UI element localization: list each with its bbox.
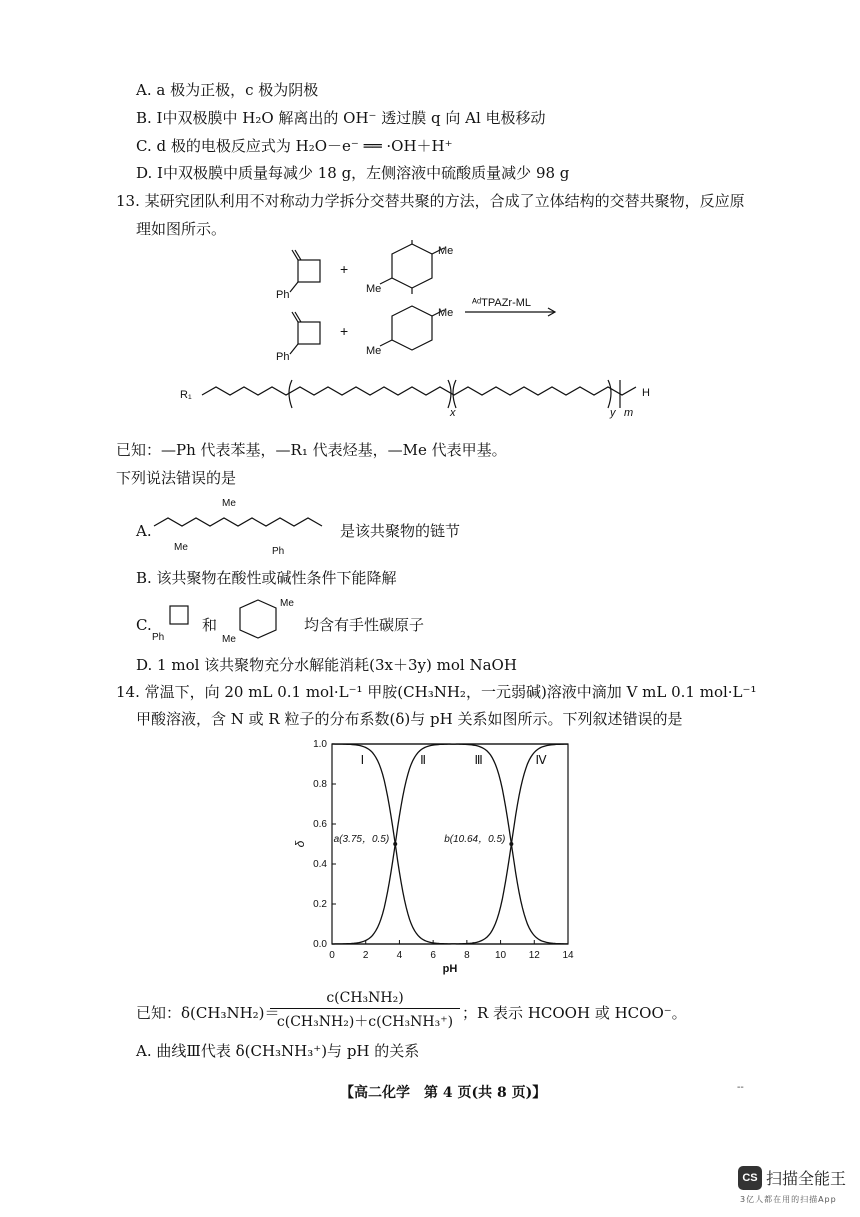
label-m: m: [624, 407, 634, 419]
opt-c-me-1: Me: [280, 598, 294, 609]
svg-text:+: +: [340, 323, 349, 339]
q13-opt-c-prefix: C.: [136, 616, 152, 634]
label-y: y: [610, 407, 616, 419]
series-label: Ⅰ: [360, 753, 365, 767]
x-tick-label: 8: [464, 950, 470, 961]
label-ph-2: Ph: [276, 351, 290, 363]
opt-a-ph: Ph: [272, 546, 285, 557]
svg-text:+: +: [340, 261, 349, 277]
x-tick-label: 2: [362, 950, 369, 961]
x-tick-label: 0: [329, 950, 335, 961]
y-tick-label: 0.2: [313, 899, 327, 910]
q14-opt-a: A. 曲线Ⅲ代表 δ(CH₃NH₃⁺)与 pH 的关系: [136, 1042, 420, 1060]
q12-option-d: D. Ⅰ中双极膜中质量每减少 18 g，左侧溶液中硫酸质量减少 98 g: [136, 164, 570, 182]
q13-opt-c-suffix: 均含有手性碳原子: [304, 616, 425, 634]
annotation-point: [393, 842, 397, 846]
y-tick-label: 0.6: [313, 819, 327, 830]
series-label: Ⅳ: [535, 753, 547, 767]
label-ph-1: Ph: [276, 289, 290, 301]
q12-option-c: C. d 极的电极反应式为 H₂O－e⁻ ══ ·OH＋H⁺: [136, 137, 453, 155]
label-me-3: Me: [438, 307, 454, 319]
y-tick-label: 0.0: [313, 939, 327, 950]
q13-opt-c-dioxanedione: [222, 594, 302, 646]
annotation-label: a(3.75，0.5): [333, 834, 390, 845]
label-x: x: [450, 407, 456, 419]
q13-known: 已知：—Ph 代表苯基，—R₁ 代表烃基，—Me 代表甲基。: [116, 441, 507, 459]
label-me-2: Me: [366, 283, 382, 295]
q14-known-suffix: ；R 表示 HCOOH 或 HCOO⁻。: [462, 1004, 687, 1022]
y-tick-label: 0.8: [313, 779, 327, 790]
label-me-4: Me: [366, 345, 382, 357]
label-r1: R₁: [180, 389, 192, 401]
x-tick-label: 12: [528, 950, 540, 961]
distribution-chart: [290, 732, 590, 984]
q13-opt-c-lactone: [152, 596, 202, 644]
q13-opt-d: D. 1 mol 该共聚物充分水解能消耗(3x＋3y) mol NaOH: [136, 656, 517, 674]
opt-a-me: Me: [222, 498, 236, 509]
x-tick-label: 6: [430, 950, 436, 961]
opt-a-me-2: Me: [174, 542, 188, 553]
x-tick-label: 14: [562, 950, 574, 961]
x-tick-label: 10: [495, 950, 507, 961]
q13-opt-b: B. 该共聚物在酸性或碱性条件下能降解: [136, 569, 397, 587]
q13-stem-line1: 13. 某研究团队利用不对称动力学拆分交替共聚的方法，合成了立体结构的交替共聚物，反应原: [116, 192, 745, 210]
q13-opt-c-and: 和: [202, 616, 218, 634]
q13-reaction-scheme: [180, 240, 680, 440]
q14-known-prefix: 已知：δ(CH₃NH₂)＝: [136, 1004, 280, 1022]
camscanner-logo: CS: [738, 1166, 762, 1190]
opt-c-ph: Ph: [152, 632, 165, 643]
annotation-point: [509, 842, 513, 846]
catalyst-label: ᴬᵈTPAZr-ML: [472, 297, 532, 309]
q13-ask: 下列说法错误的是: [116, 469, 237, 487]
fraction-denominator: c(CH₃NH₂)＋c(CH₃NH₃⁺): [276, 1014, 454, 1030]
fraction-numerator: c(CH₃NH₂): [270, 990, 460, 1009]
footer-mark: --: [737, 1082, 744, 1093]
x-axis-label: pH: [442, 963, 458, 975]
q13-stem-line2: 理如图所示。: [136, 220, 227, 238]
label-me-1: Me: [438, 245, 454, 257]
series-label: Ⅲ: [474, 753, 483, 767]
y-axis-label: δ: [293, 840, 307, 848]
q13-opt-a-structure: [150, 494, 340, 564]
watermark-name: 扫描全能王: [766, 1169, 847, 1188]
y-tick-label: 1.0: [313, 739, 327, 750]
q13-opt-a-suffix: 是该共聚物的链节: [340, 522, 461, 540]
q12-option-b: B. Ⅰ中双极膜中 H₂O 解离出的 OH⁻ 透过膜 q 向 Al 电极移动: [136, 109, 546, 127]
series-label: Ⅱ: [420, 753, 426, 767]
watermark-subtitle: 3亿人都在用的扫描App: [740, 1195, 837, 1204]
x-tick-label: 4: [396, 950, 403, 961]
delta-fraction: [270, 990, 460, 1031]
page-footer: 【高二化学 第 4 页(共 8 页)】: [340, 1085, 547, 1101]
q13-opt-a-prefix: A.: [136, 522, 152, 540]
y-tick-label: 0.4: [313, 859, 327, 870]
q12-option-a: A. a 极为正极，c 极为阴极: [136, 81, 319, 99]
annotation-label: b(10.64，0.5): [444, 834, 506, 845]
q14-stem-line2: 甲酸溶液，含 N 或 R 粒子的分布系数(δ)与 pH 关系如图所示。下列叙述错误的是: [136, 710, 683, 728]
label-h: H: [642, 387, 650, 399]
q14-stem-line1: 14. 常温下，向 20 mL 0.1 mol·L⁻¹ 甲胺(CH₃NH₂，一元弱碱)溶液中滴加 V mL 0.1 mol·L⁻¹: [116, 683, 757, 701]
opt-c-me-2: Me: [222, 634, 236, 645]
